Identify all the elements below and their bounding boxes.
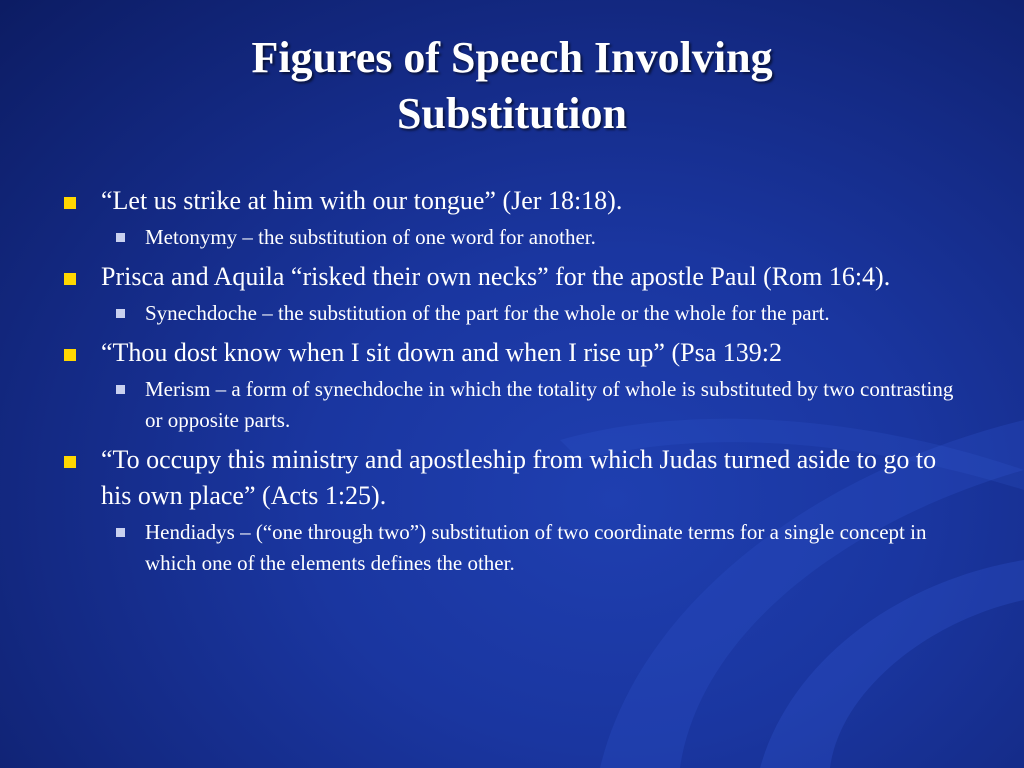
square-sub-bullet-icon <box>116 385 125 394</box>
sub-bullet-item <box>60 517 960 579</box>
sub-bullet-text: Synechdoche – the substitution of the part for the whole or the whole for the part. <box>145 301 830 325</box>
slide-title <box>60 30 964 142</box>
bullet-text: “Thou dost know when I sit down and when I rise up” (Psa 139:2 <box>101 338 782 367</box>
bullet-item <box>60 259 960 295</box>
square-bullet-icon <box>64 349 76 361</box>
bullet-text: “To occupy this ministry and apostleship from which Judas turned aside to go to his own place” (Acts 1:25). <box>101 445 937 510</box>
bullet-text: Prisca and Aquila “risked their own necks” for the apostle Paul (Rom 16:4). <box>101 262 891 291</box>
sub-bullet-item <box>60 222 960 253</box>
sub-bullet-item <box>60 374 960 436</box>
square-bullet-icon <box>64 273 76 285</box>
square-sub-bullet-icon <box>116 528 125 537</box>
bullet-text: “Let us strike at him with our tongue” (Jer 18:18). <box>101 186 623 215</box>
sub-bullet-text: Merism – a form of synechdoche in which the totality of whole is substituted by two contrasting or opposite parts. <box>145 377 954 432</box>
square-sub-bullet-icon <box>116 309 125 318</box>
bullet-item <box>60 442 960 514</box>
bullet-item <box>60 183 960 219</box>
square-bullet-icon <box>64 456 76 468</box>
bullet-item <box>60 335 960 371</box>
sub-bullet-item <box>60 298 960 329</box>
sub-bullet-text: Metonymy – the substitution of one word for another. <box>145 225 596 249</box>
sub-bullet-text: Hendiadys – (“one through two”) substitution of two coordinate terms for a single concept in which one of the elements defines the other. <box>145 520 927 575</box>
square-sub-bullet-icon <box>116 233 125 242</box>
slide-title-line-2: Substitution <box>397 89 627 138</box>
slide-title-line-1: Figures of Speech Involving <box>251 33 773 82</box>
square-bullet-icon <box>64 197 76 209</box>
bullet-list <box>60 183 960 585</box>
